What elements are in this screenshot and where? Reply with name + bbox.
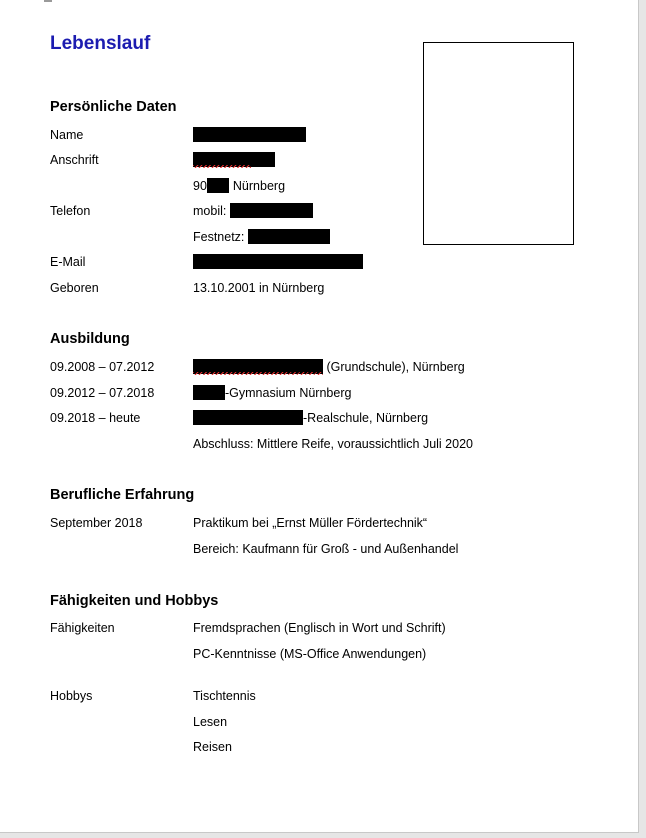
page-corner-mark	[44, 0, 52, 2]
skill-item: Fremdsprachen (Englisch in Wort und Schrift)	[193, 621, 446, 635]
redacted-landline	[248, 229, 330, 244]
section-heading-skills: Fähigkeiten und Hobbys	[50, 593, 219, 609]
education-period: 09.2018 – heute	[50, 411, 141, 425]
hobby-item: Reisen	[193, 740, 232, 754]
redacted-school-name	[193, 385, 225, 400]
spellcheck-underline	[193, 372, 323, 375]
hobby-item: Lesen	[193, 715, 228, 729]
hobbies-label: Hobbys	[50, 689, 93, 703]
education-entry	[193, 410, 428, 426]
born-label: Geboren	[50, 281, 99, 295]
section-heading-education: Ausbildung	[50, 331, 130, 347]
experience-period: September 2018	[50, 516, 143, 530]
address-label: Anschrift	[50, 153, 99, 167]
phone-label: Telefon	[50, 204, 91, 218]
mobile-prefix: mobil:	[193, 204, 227, 218]
experience-line: Bereich: Kaufmann für Groß - und Außenhandel	[193, 542, 459, 556]
landline-line	[193, 229, 330, 245]
postal-prefix: 90	[193, 179, 207, 193]
education-period: 09.2008 – 07.2012	[50, 360, 155, 374]
born-value: 13.10.2001 in Nürnberg	[193, 281, 325, 295]
education-entry	[193, 385, 351, 401]
section-heading-personal: Persönliche Daten	[50, 99, 177, 115]
name-label: Name	[50, 128, 84, 142]
email-label: E-Mail	[50, 255, 86, 269]
skills-label: Fähigkeiten	[50, 621, 115, 635]
landline-prefix: Festnetz:	[193, 230, 245, 244]
city-name: Nürnberg	[232, 179, 286, 193]
redacted-email	[193, 254, 363, 269]
experience-line: Praktikum bei „Ernst Müller Fördertechnik“	[193, 516, 428, 530]
section-heading-experience: Berufliche Erfahrung	[50, 487, 195, 503]
education-entry-text: -Realschule, Nürnberg	[303, 411, 429, 425]
redacted-postal-code	[207, 178, 229, 193]
education-period: 09.2012 – 07.2018	[50, 386, 155, 400]
photo-placeholder	[423, 42, 574, 245]
education-entry-text: (Grundschule), Nürnberg	[323, 360, 465, 374]
education-entry-text: -Gymnasium Nürnberg	[225, 386, 352, 400]
skill-item: PC-Kenntnisse (MS-Office Anwendungen)	[193, 647, 427, 661]
redacted-name	[193, 127, 306, 142]
hobby-item: Tischtennis	[193, 689, 256, 703]
education-degree: Abschluss: Mittlere Reife, voraussichtlich Juli 2020	[193, 437, 473, 451]
redacted-school-name	[193, 410, 303, 425]
spellcheck-underline	[193, 165, 251, 168]
city-line	[193, 178, 285, 194]
mobile-line	[193, 203, 313, 219]
page-title: Lebenslauf	[50, 33, 151, 54]
redacted-mobile	[230, 203, 313, 218]
